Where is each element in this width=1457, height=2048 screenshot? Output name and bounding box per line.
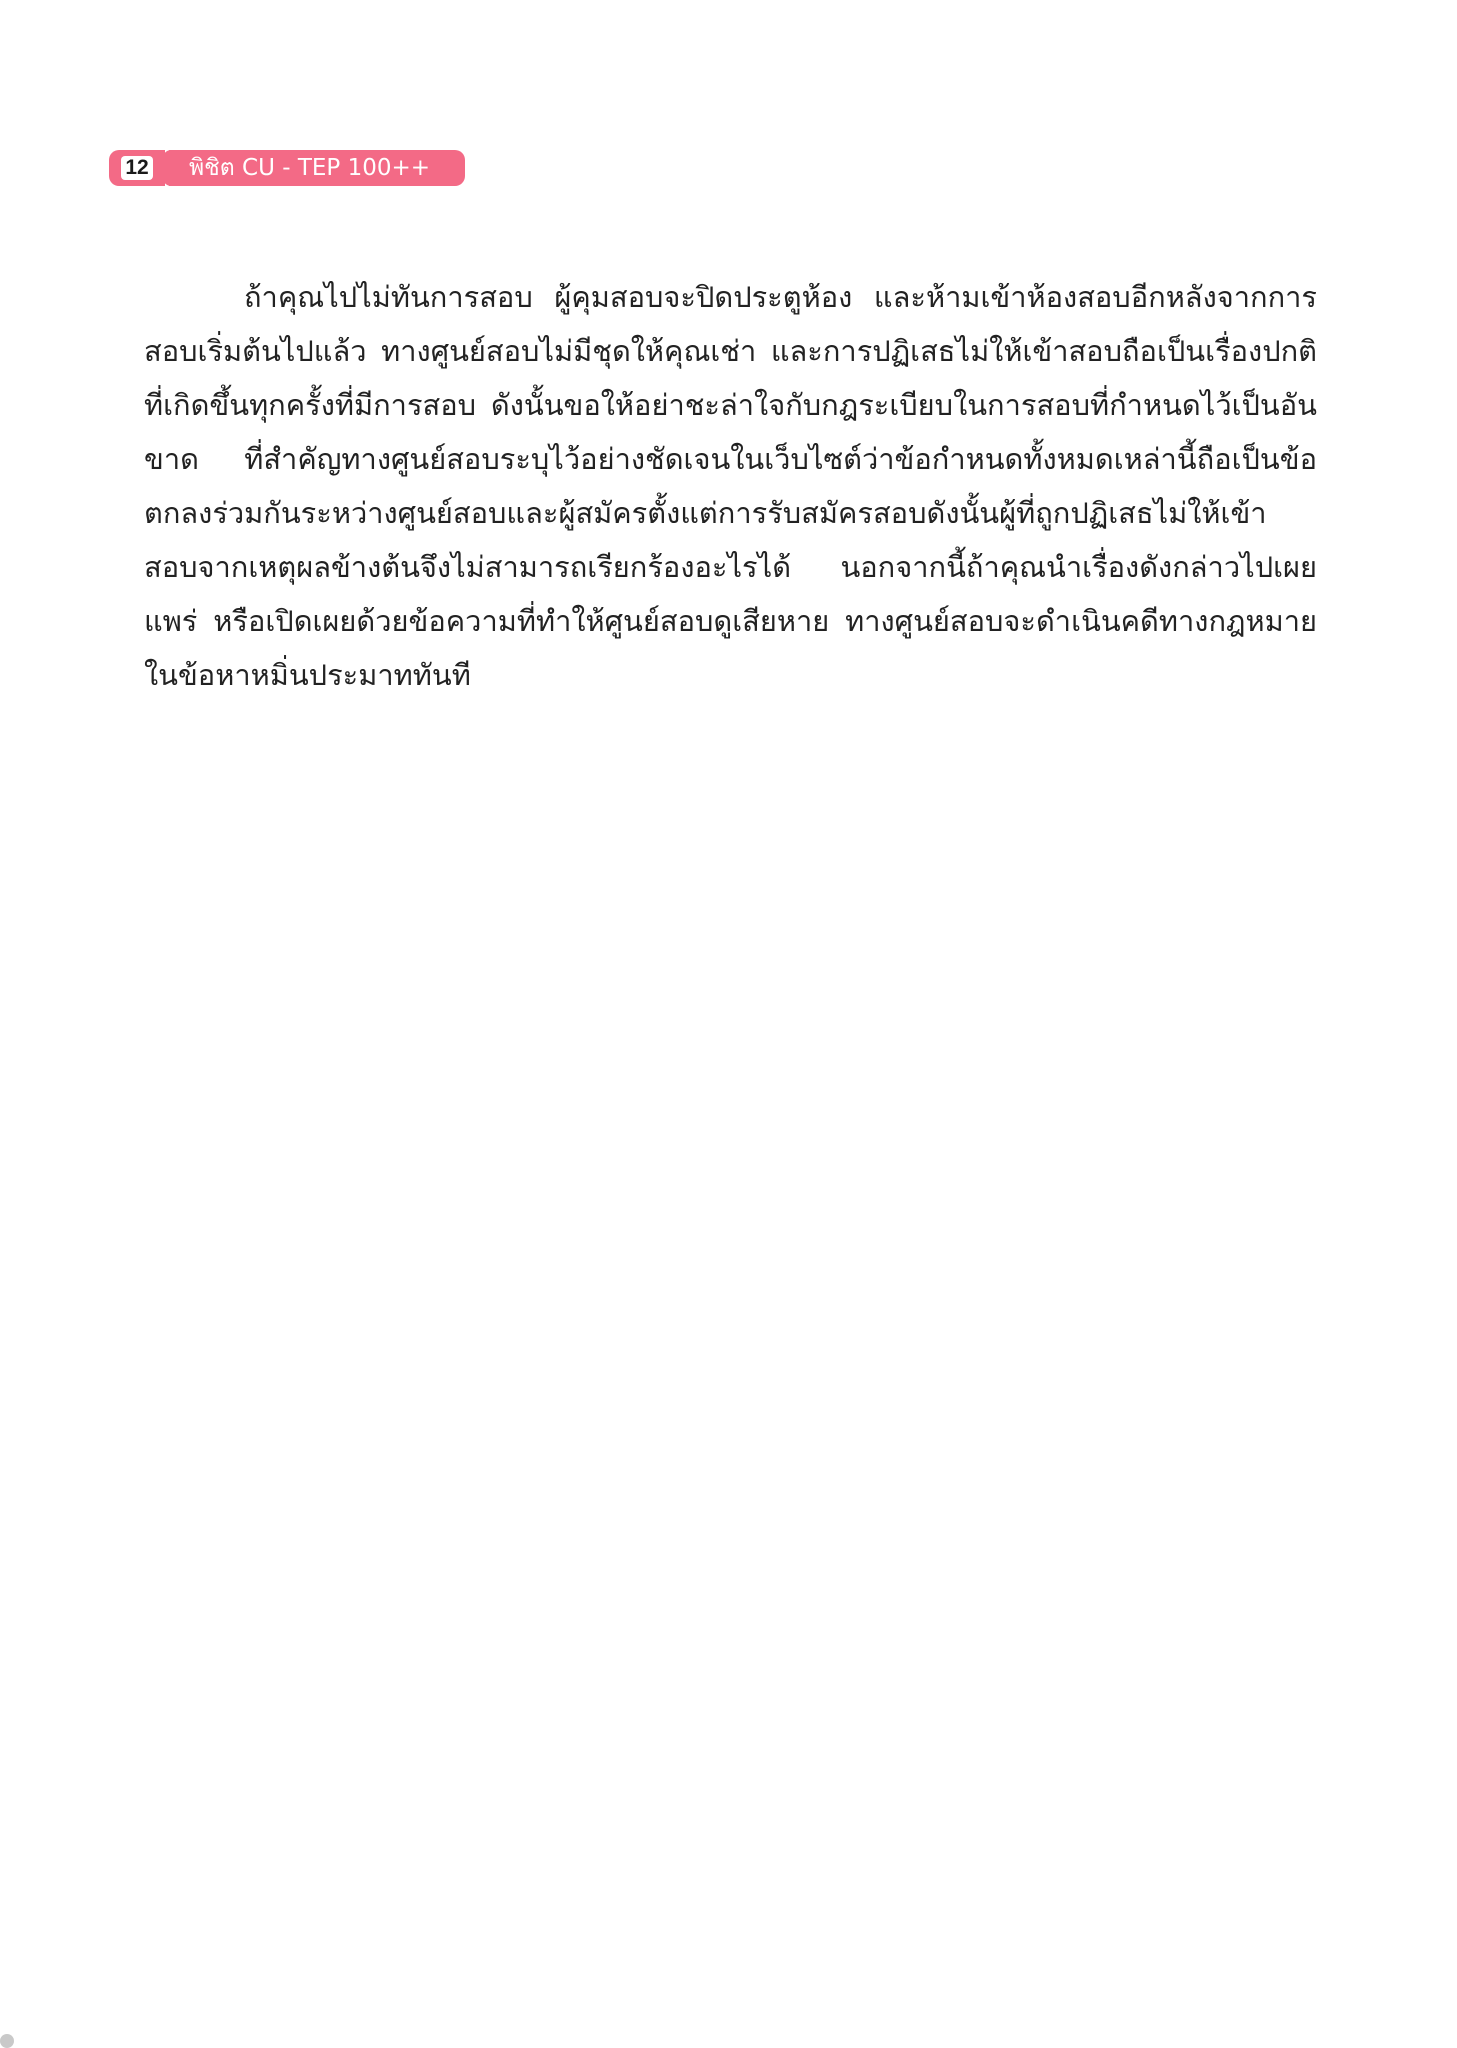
page-number: 12 xyxy=(121,156,152,180)
page-number-badge xyxy=(109,150,165,186)
page-corner-dot xyxy=(0,2034,14,2048)
page-header xyxy=(109,150,465,186)
book-title: พิชิต CU - TEP 100++ xyxy=(189,155,431,181)
book-title-tab xyxy=(169,150,465,186)
body-paragraph: ถ้าคุณไปไม่ทันการสอบ ผู้คุมสอบจะปิดประตูห้อง และห้ามเข้าห้องสอบอีกหลังจากการสอบเริ่มต้นไปแล้ว ทางศูนย์สอบไม่มีชุดให้คุณเช่า และการปฏิเสธไม่ให้เข้าสอบถือเป็นเรื่องปกติที่เกิดขึ้นทุกครั้งที่มีการสอบ ดังนั้นขอให้อย่าชะล่าใจกับกฎระเบียบในการสอบที่กำหนดไว้เป็นอันขาด ที่สำคัญทางศูนย์สอบระบุไว้อย่างชัดเจนในเว็บไซต์ว่าข้อกำหนดทั้งหมดเหล่านี้ถือเป็นข้อตกลงร่วมกันระหว่างศูนย์สอบและผู้สมัครตั้งแต่การรับสมัครสอบดังนั้นผู้ที่ถูกปฏิเสธไม่ให้เข้าสอบจากเหตุผลข้างต้นจึงไม่สามารถเรียกร้องอะไรได้ นอกจากนี้ถ้าคุณนำเรื่องดังกล่าวไปเผยแพร่ หรือเปิดเผยด้วยข้อความที่ทำให้ศูนย์สอบดูเสียหาย ทางศูนย์สอบจะดำเนินคดีทางกฎหมายในข้อหาหมิ่นประมาททันที xyxy=(144,280,1317,692)
body-text xyxy=(144,270,1317,702)
